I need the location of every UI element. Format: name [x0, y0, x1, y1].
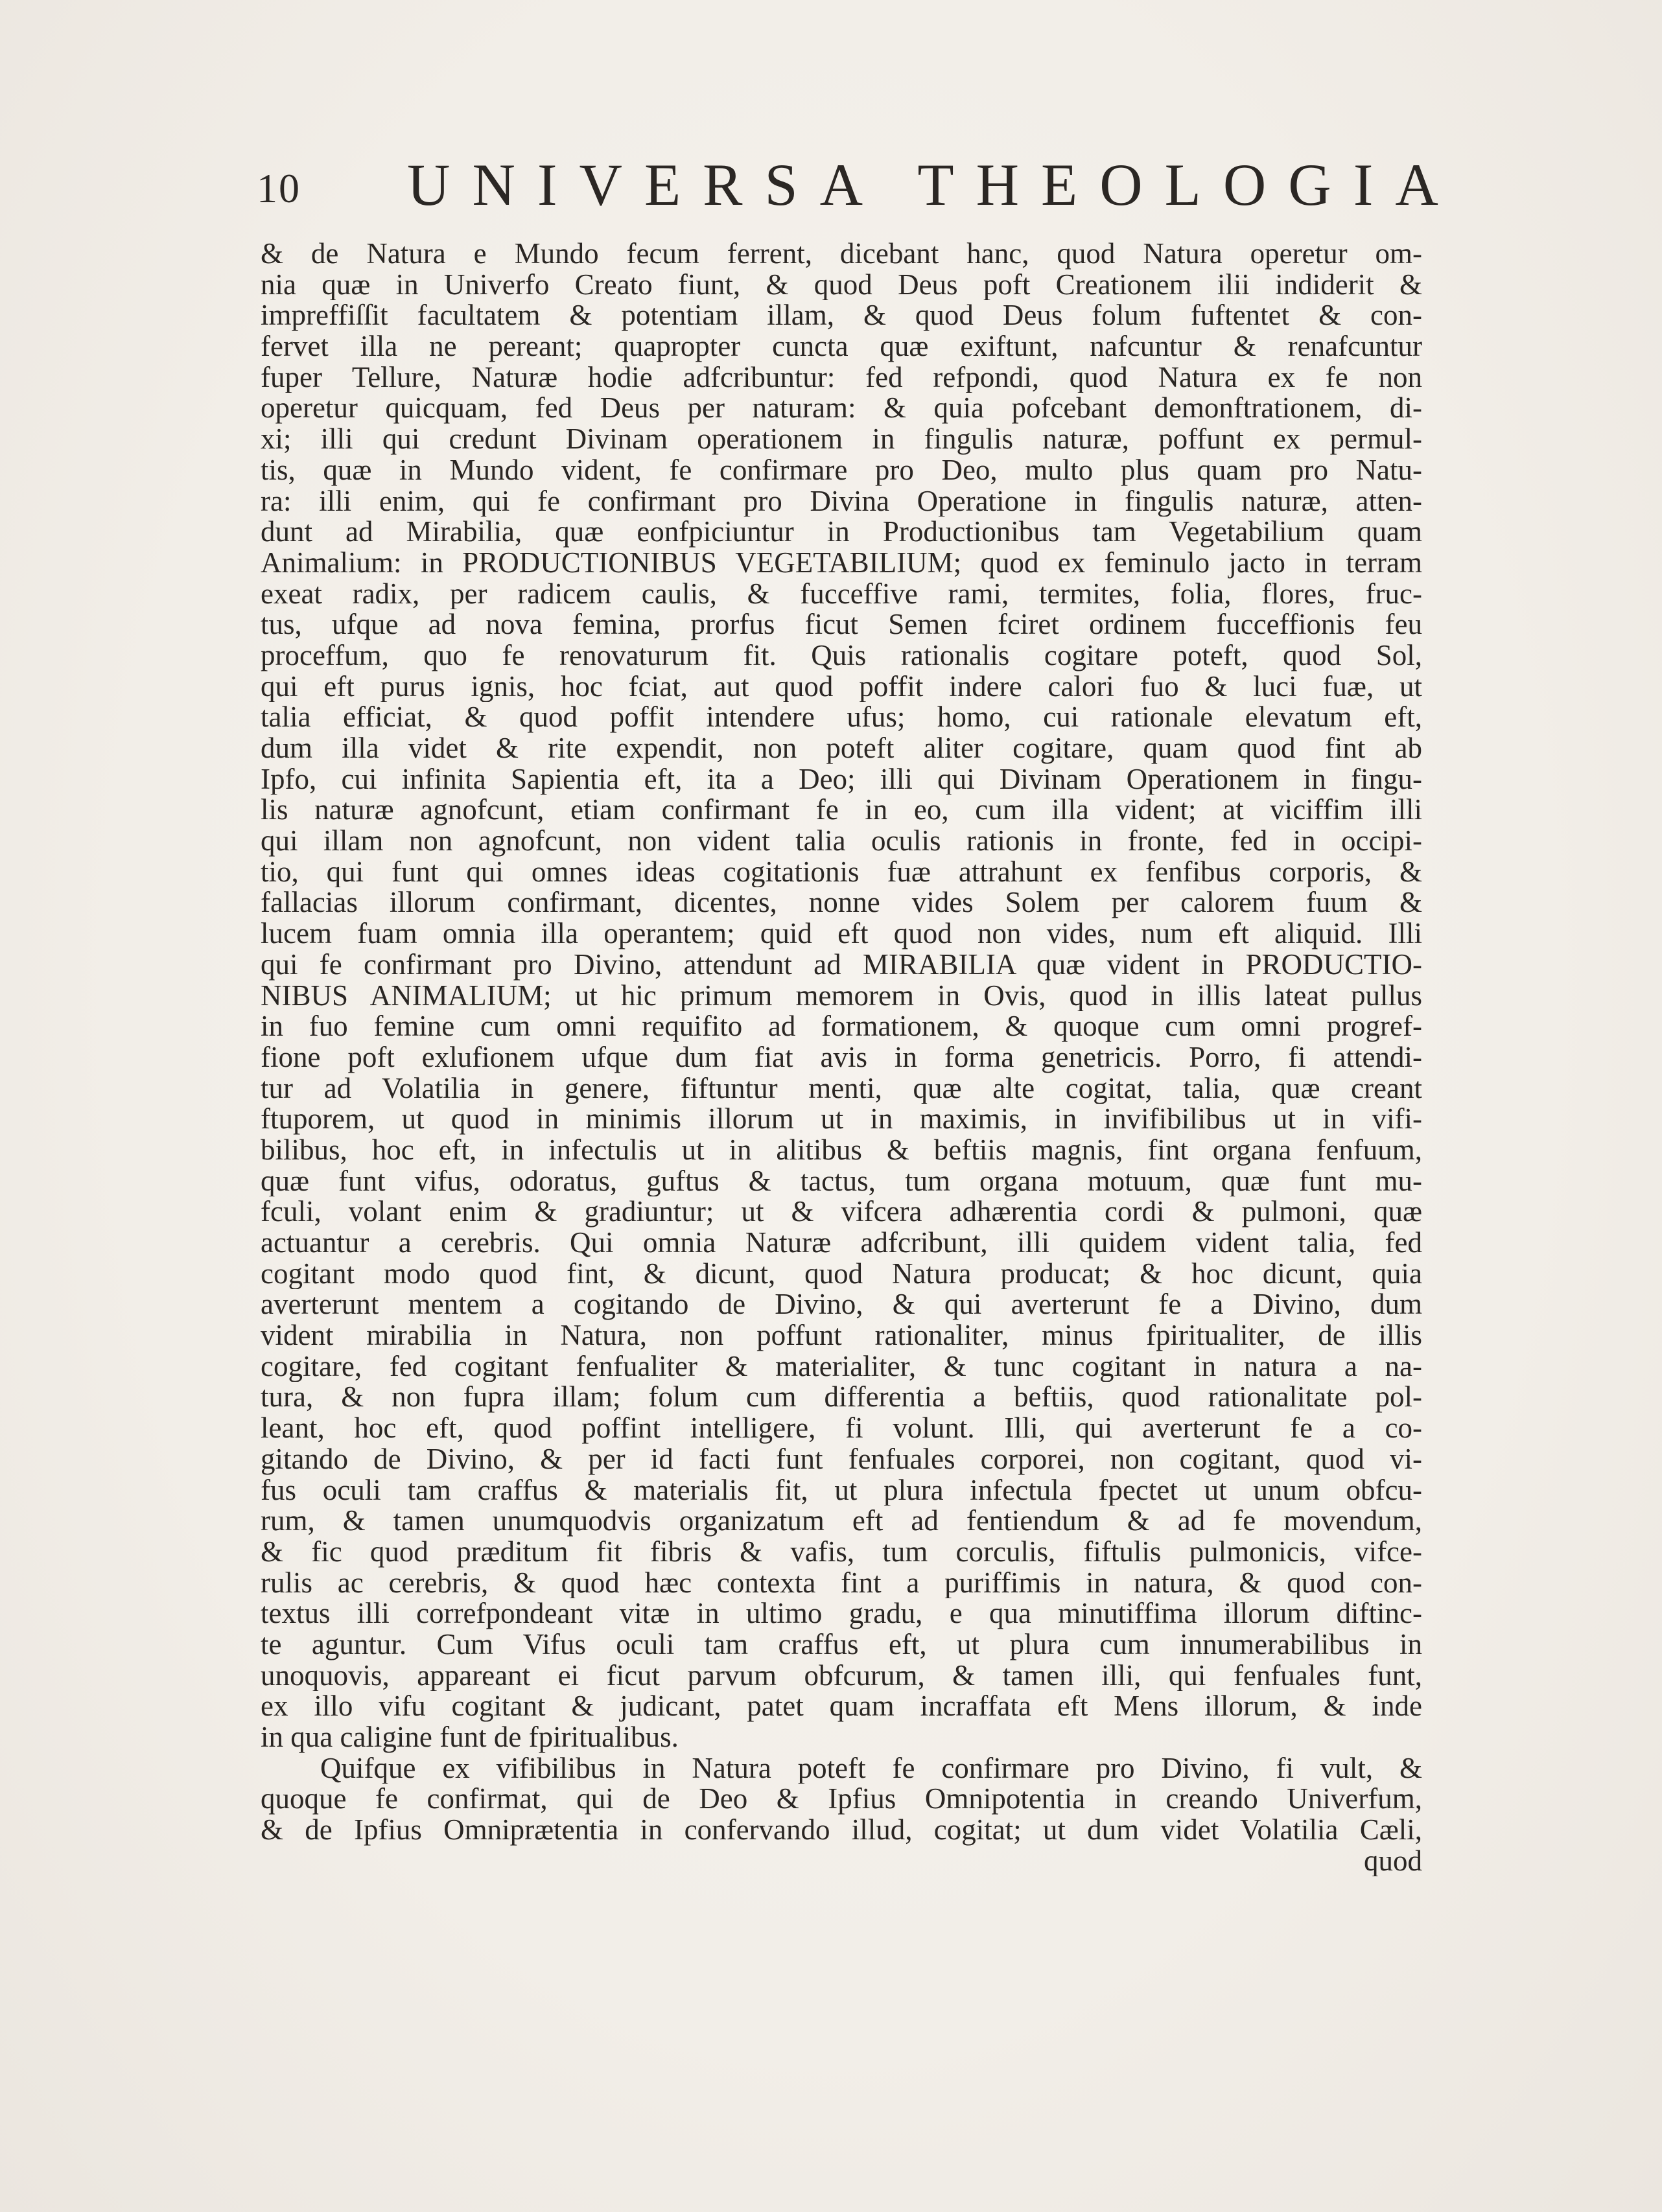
text-line: talia efficiat, & quod poffit intendere ufus; homo, cui rationale elevatum eft,	[261, 702, 1422, 733]
text-line: qui eft purus ignis, hoc fciat, aut quod poffit indere calori fuo & luci fuæ, ut	[261, 671, 1422, 703]
text-line: quæ funt vifus, odoratus, guftus & tactus, tum organa motuum, quæ funt mu-	[261, 1165, 1422, 1197]
text-line: qui illam non agnofcunt, non vident talia oculis rationis in fronte, fed in occipi-	[261, 826, 1422, 857]
text-line: ra: illi enim, qui fe confirmant pro Divina Operatione in fingulis naturæ, atten-	[261, 485, 1422, 517]
text-line: proceffum, quo fe renovaturum fit. Quis rationalis cogitare poteft, quod Sol,	[261, 640, 1422, 671]
text-line: fus oculi tam craffus & materialis fit, ut plura infectula fpectet ut unum obfcu-	[261, 1474, 1422, 1506]
text-line: tura, & non fupra illam; folum cum differentia a beftiis, quod rationalitate pol-	[261, 1382, 1422, 1414]
text-line-paragraph-end: in qua caligine funt de fpiritualibus.	[261, 1722, 679, 1753]
catchword: quod	[1364, 1845, 1422, 1877]
text-line: tus, ufque ad nova femina, prorfus ficut Semen fciret ordinem fucceffionis feu	[261, 609, 1422, 640]
text-line: actuantur a cerebris. Qui omnia Naturæ adfcribunt, illi quidem vident talia, fed	[261, 1228, 1422, 1259]
text-line: qui fe confirmant pro Divino, attendunt ad MIRABILIA quæ vident in PRODUCTIO-	[261, 949, 1422, 981]
text-line: averterunt mentem a cogitando de Divino, & qui averterunt fe a Divino, dum	[261, 1289, 1422, 1321]
text-line: nia quæ in Univerfo Creato fiunt, & quod Deus poft Creationem ilii indiderit &	[261, 269, 1422, 301]
text-line: dum illa videt & rite expendit, non poteft aliter cogitare, quam quod fint ab	[261, 733, 1422, 764]
text-line: fuper Tellure, Naturæ hodie adfcribuntur: fed refpondi, quod Natura ex fe non	[261, 362, 1422, 393]
text-line: exeat radix, per radicem caulis, & fucceffive rami, termites, folia, flores, fruc-	[261, 578, 1422, 610]
text-line: dunt ad Mirabilia, quæ eonfpiciuntur in Productionibus tam Vegetabilium quam	[261, 517, 1422, 548]
text-line: impreffiſſit facultatem & potentiam illam, & quod Deus folum fuftentet & con-	[261, 300, 1422, 332]
text-line: fervet illa ne pereant; quapropter cuncta quæ exiftunt, nafcuntur & renafcuntur	[261, 331, 1422, 362]
text-line: & de Natura e Mundo fecum ferrent, dicebant hanc, quod Natura operetur om-	[261, 239, 1422, 270]
page-header	[257, 150, 1460, 228]
text-line: Ipfo, cui infinita Sapientia eft, ita a Deo; illi qui Divinam Operationem in fingu-	[261, 763, 1422, 795]
text-line: operetur quicquam, fed Deus per naturam: & quia pofcebant demonftrationem, di-	[261, 393, 1422, 425]
text-line: gitando de Divino, & per id facti funt fenfuales corporei, non cogitant, quod vi-	[261, 1443, 1422, 1475]
text-line: fallacias illorum confirmant, dicentes, nonne vides Solem per calorem fuum &	[261, 887, 1422, 919]
text-line: lucem fuam omnia illa operantem; quid eft quod non vides, num eft aliquid. Illi	[261, 918, 1422, 949]
text-line: & fic quod præditum fit fibris & vafis, tum corculis, fiftulis pulmonicis, vifce-	[261, 1536, 1422, 1568]
text-line: ftuporem, ut quod in minimis illorum ut in maximis, in invifibilibus ut in vifi-	[261, 1104, 1422, 1135]
text-line: cogitant modo quod fint, & dicunt, quod Natura producat; & hoc dicunt, quia	[261, 1258, 1422, 1290]
text-line: tio, qui funt qui omnes ideas cogitationis fuæ attrahunt ex fenfibus corporis, &	[261, 856, 1422, 888]
text-line: leant, hoc eft, quod poffint intelligere, fi volunt. Illi, qui averterunt fe a co-	[261, 1413, 1422, 1444]
text-line: rulis ac cerebris, & quod hæc contexta fint a puriffimis in natura, & quod con-	[261, 1567, 1422, 1599]
page-number: 10	[257, 165, 301, 211]
text-line: te aguntur. Cum Vifus oculi tam craffus eft, ut plura cum innumerabilibus in	[261, 1629, 1422, 1660]
text-line: xi; illi qui credunt Divinam operationem in fingulis naturæ, poffunt ex permul-	[261, 424, 1422, 455]
text-line: NIBUS ANIMALIUM; ut hic primum memorem in Ovis, quod in illis lateat pullus	[261, 980, 1422, 1012]
running-title: UNIVERSA THEOLOGIA	[407, 152, 1460, 218]
text-line: tis, quæ in Mundo vident, fe confirmare pro Deo, multo plus quam pro Natu-	[261, 454, 1422, 486]
text-line: bilibus, hoc eft, in infectulis ut in alitibus & beftiis magnis, fint organa fenfuum,	[261, 1134, 1422, 1166]
text-line: lis naturæ agnofcunt, etiam confirmant fe in eo, cum illa vident; at viciffim illi	[261, 795, 1422, 826]
text-line: textus illi correfpondeant vitæ in ultimo gradu, e qua minutiffima illorum diftinc-	[261, 1598, 1422, 1629]
text-line: ex illo vifu cogitant & judicant, patet quam incraffata eft Mens illorum, & inde	[261, 1691, 1422, 1722]
text-line: rum, & tamen unumquodvis organizatum eft ad fentiendum & ad fe movendum,	[261, 1506, 1422, 1537]
text-line: fculi, volant enim & gradiuntur; ut & vifcera adhærentia cordi & pulmoni, quæ	[261, 1196, 1422, 1228]
text-line: vident mirabilia in Natura, non poffunt rationaliter, minus fpiritualiter, de illis	[261, 1320, 1422, 1351]
text-line-paragraph-start: Quifque ex vifibilibus in Natura poteft fe confirmare pro Divino, fi vult, &	[320, 1752, 1422, 1784]
text-line: Animalium: in PRODUCTIONIBUS VEGETABILIUM; quod ex feminulo jacto in terram	[261, 547, 1422, 579]
text-line: quoque fe confirmat, qui de Deo & Ipfius Omnipotentia in creando Univerfum,	[261, 1784, 1422, 1815]
text-line: unoquovis, appareant ei ficut parvum obfcurum, & tamen illi, qui fenfuales funt,	[261, 1660, 1422, 1692]
text-line: in fuo femine cum omni requifito ad formationem, & quoque cum omni progref-	[261, 1011, 1422, 1042]
text-line: cogitare, fed cogitant fenfualiter & materialiter, & tunc cogitant in natura a na-	[261, 1351, 1422, 1382]
text-line: tur ad Volatilia in genere, fiftuntur menti, quæ alte cogitat, talia, quæ creant	[261, 1073, 1422, 1104]
text-line: & de Ipfius Omniprætentia in confervando illud, cogitat; ut dum videt Volatilia Cæli,	[261, 1815, 1422, 1846]
text-line: fione poft exlufionem ufque dum fiat avis in forma genetricis. Porro, fi attendi-	[261, 1042, 1422, 1073]
body-text	[261, 239, 1422, 1876]
